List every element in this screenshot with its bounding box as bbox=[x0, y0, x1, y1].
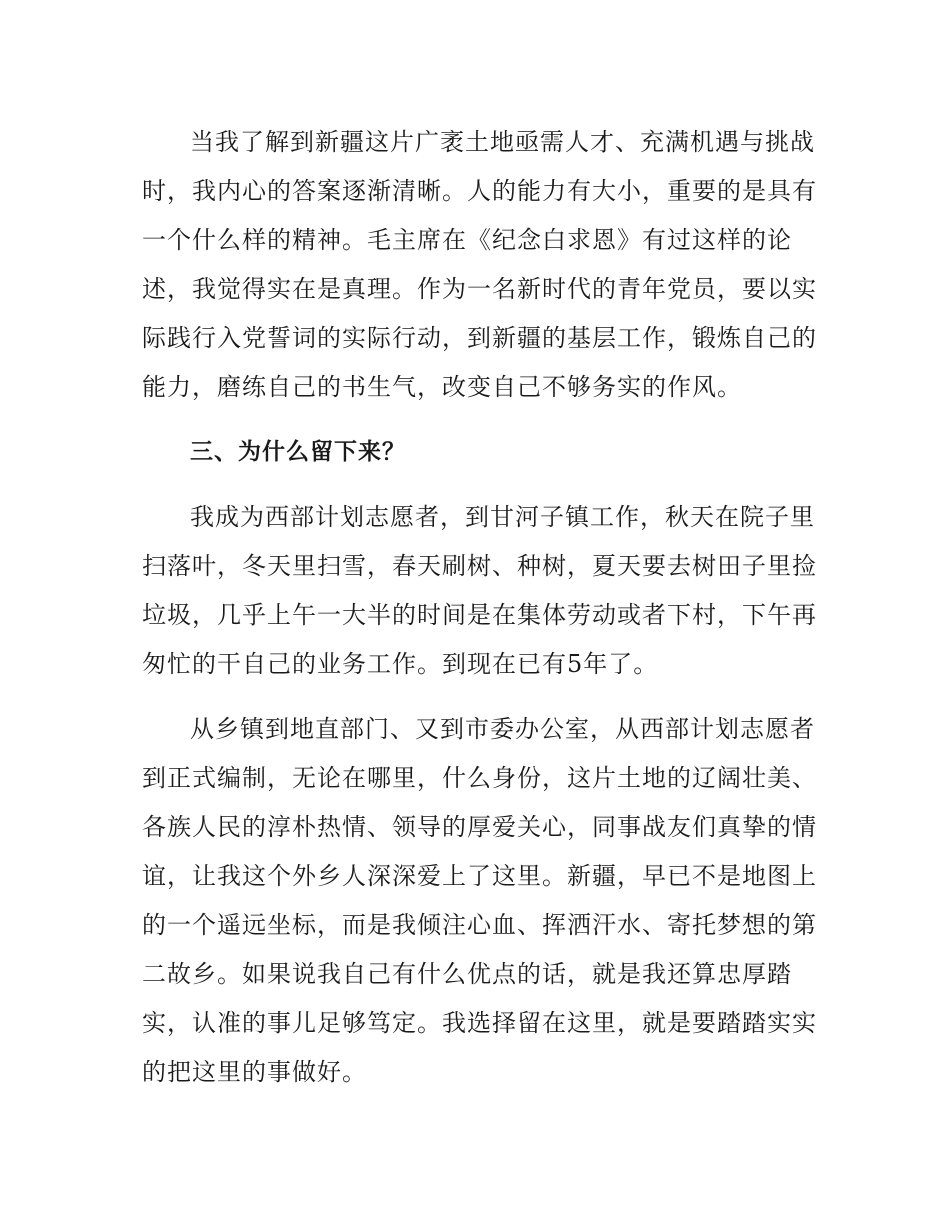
paragraph-volunteer-work: 我成为西部计划志愿者，到甘河子镇工作，秋天在院子里扫落叶，冬天里扫雪，春天刷树、种树，夏天要去树田子里捡垃圾，几乎上午一大半的时间是在集体劳动或者下村，下午再匆忙的干自己的业务工作。到现在已有5年了。 bbox=[142, 503, 817, 678]
paragraph-second-hometown: 从乡镇到地直部门、又到市委办公室，从西部计划志愿者到正式编制，无论在哪里，什么身份，这片土地的辽阔壮美、各族人民的淳朴热情、领导的厚爱关心，同事战友们真挚的情谊，让我这个外乡人深深爱上了这里。新疆，早已不是地图上的一个遥远坐标，而是我倾注心血、挥洒汗水、寄托梦想的第二故乡。如果说我自己有什么优点的话，就是我还算忠厚踏实，认准的事儿足够笃定。我选择留在这里，就是要踏踏实实的把这里的事做好。 bbox=[142, 715, 817, 1086]
document-body bbox=[142, 118, 832, 1113]
paragraph-motivation: 当我了解到新疆这片广袤土地亟需人才、充满机遇与挑战时，我内心的答案逐渐清晰。人的能力有大小，重要的是具有一个什么样的精神。毛主席在《纪念白求恩》有过这样的论述，我觉得实在是真理。作为一名新时代的青年党员，要以实际践行入党誓词的实际行动，到新疆的基层工作，锻炼自己的能力，磨练自己的书生气，改变自己不够务实的作风。 bbox=[142, 128, 817, 401]
section-heading-why-stay: 三、为什么留下来？ bbox=[190, 439, 406, 465]
